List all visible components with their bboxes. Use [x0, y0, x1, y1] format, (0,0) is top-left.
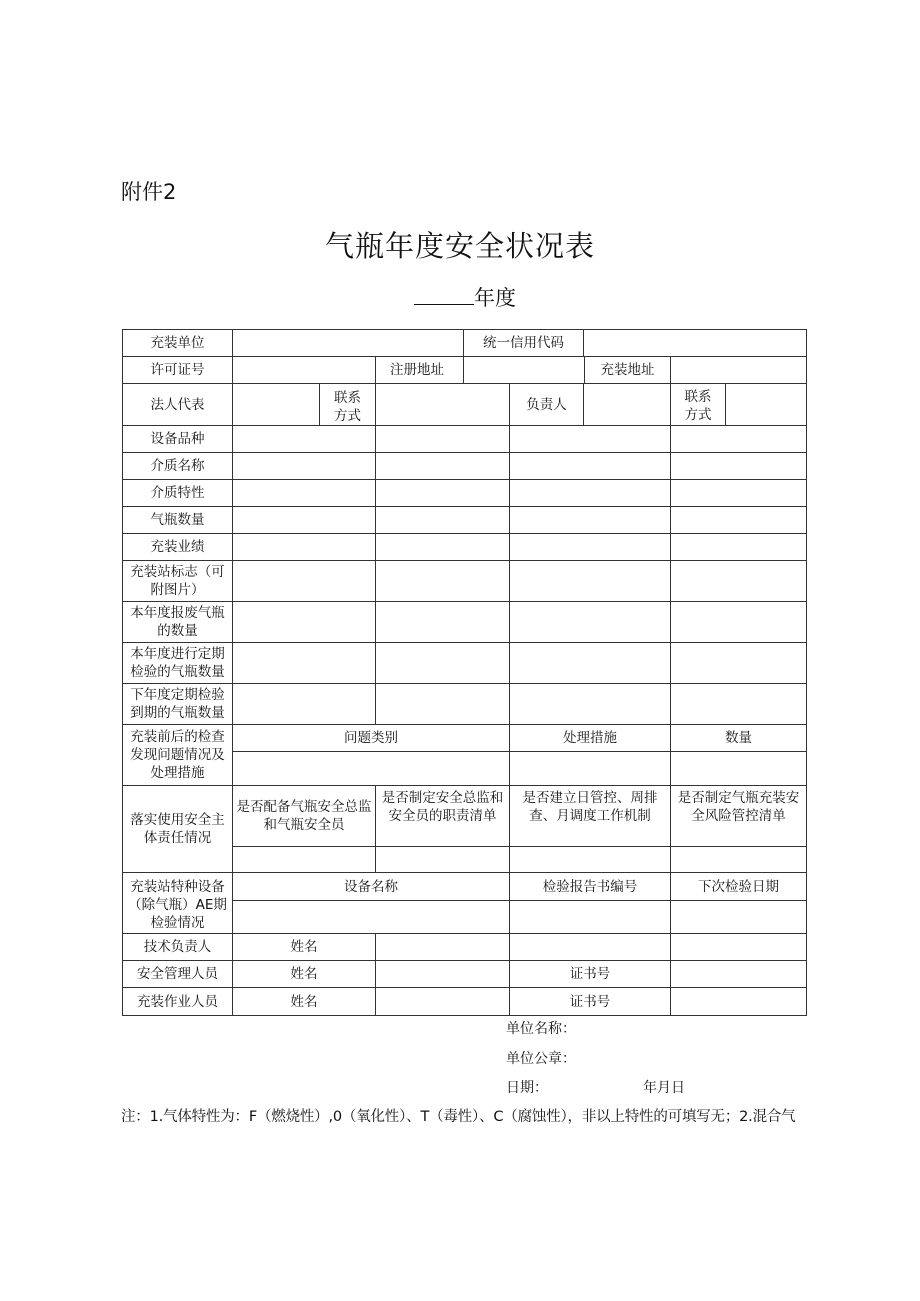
resp-q4: 是否制定气瓶充装安全风险管控清单: [670, 785, 807, 847]
station-mark-c4[interactable]: [670, 560, 807, 602]
page-title: 气瓶年度安全状况表: [324, 229, 595, 263]
cylinder-count-c1[interactable]: [232, 506, 376, 534]
label-medium-prop: 介质特性: [122, 479, 233, 507]
scrap-count-c3[interactable]: [509, 601, 671, 643]
tech-lead-c3[interactable]: [509, 933, 671, 961]
legal-rep-field[interactable]: [232, 383, 320, 426]
header-measures: 处理措施: [509, 724, 671, 752]
label-responsibility: 落实使用安全主体责任情况: [122, 785, 233, 873]
equip-type-c2[interactable]: [375, 425, 510, 453]
resp-q3: 是否建立日管控、周排查、月调度工作机制: [509, 785, 671, 847]
inspected-count-c3[interactable]: [509, 642, 671, 684]
label-medium-name: 介质名称: [122, 452, 233, 480]
equip-type-c4[interactable]: [670, 425, 807, 453]
fill-perf-c3[interactable]: [509, 533, 671, 561]
fill-perf-c1[interactable]: [232, 533, 376, 561]
person-in-charge-field[interactable]: [583, 383, 671, 426]
tech-lead-name-label: 姓名: [232, 933, 376, 961]
resp-a3[interactable]: [509, 846, 671, 873]
medium-name-c2[interactable]: [375, 452, 510, 480]
safety-mgr-cert-label: 证书号: [509, 960, 671, 988]
tech-lead-name-field[interactable]: [375, 933, 510, 961]
label-scrap-count: 本年度报废气瓶的数量: [122, 601, 233, 643]
label-pre-fill-check: 充装前后的检查发现问题情况及处理措施: [122, 724, 233, 786]
header-equip-name: 设备名称: [232, 872, 510, 901]
label-unit: 充装单位: [122, 329, 233, 357]
fill-perf-c2[interactable]: [375, 533, 510, 561]
medium-name-c3[interactable]: [509, 452, 671, 480]
label-legal-rep: 法人代表: [122, 383, 233, 426]
operator-name-label: 姓名: [232, 987, 376, 1016]
cylinder-count-c4[interactable]: [670, 506, 807, 534]
date-value: 年月日: [643, 1080, 685, 1096]
label-reg-address: 注册地址: [375, 356, 464, 384]
medium-prop-c3[interactable]: [509, 479, 671, 507]
station-mark-c2[interactable]: [375, 560, 510, 602]
header-next-date: 下次检验日期: [670, 872, 807, 901]
medium-prop-c2[interactable]: [375, 479, 510, 507]
label-fill-perf: 充装业绩: [122, 533, 233, 561]
equip-name-field[interactable]: [232, 900, 510, 934]
measures-field[interactable]: [509, 751, 671, 786]
contact-1-field[interactable]: [375, 383, 510, 426]
year-suffix: 年度: [474, 286, 516, 310]
year-line: [414, 282, 516, 312]
fill-perf-c4[interactable]: [670, 533, 807, 561]
safety-mgr-name-field[interactable]: [375, 960, 510, 988]
station-mark-c1[interactable]: [232, 560, 376, 602]
resp-a4[interactable]: [670, 846, 807, 873]
header-report-no: 检验报告书编号: [509, 872, 671, 901]
tech-lead-c4[interactable]: [670, 933, 807, 961]
unit-field[interactable]: [232, 329, 464, 357]
label-safety-mgr: 安全管理人员: [122, 960, 233, 988]
label-fill-address: 充装地址: [584, 356, 671, 384]
cylinder-count-c2[interactable]: [375, 506, 510, 534]
credit-code-field[interactable]: [583, 329, 807, 357]
label-inspected-count: 本年度进行定期检验的气瓶数量: [122, 642, 233, 684]
year-blank: [414, 286, 474, 305]
medium-prop-c4[interactable]: [670, 479, 807, 507]
label-due-count: 下年度定期检验到期的气瓶数量: [122, 683, 233, 725]
header-quantity: 数量: [670, 724, 807, 752]
label-operator: 充装作业人员: [122, 987, 233, 1016]
label-station-mark: 充装站标志（可附图片）: [122, 560, 233, 602]
cylinder-count-c3[interactable]: [509, 506, 671, 534]
label-tech-lead: 技术负责人: [122, 933, 233, 961]
contact-2-field[interactable]: [725, 383, 807, 426]
quantity-field[interactable]: [670, 751, 807, 786]
attachment-label: 附件2: [121, 180, 177, 204]
header-problem-type: 问题类别: [232, 724, 510, 752]
resp-a1[interactable]: [232, 846, 376, 873]
station-mark-c3[interactable]: [509, 560, 671, 602]
unit-seal-label: 单位公章：: [506, 1051, 576, 1067]
label-equip-type: 设备品种: [122, 425, 233, 453]
safety-mgr-name-label: 姓名: [232, 960, 376, 988]
fill-address-field[interactable]: [670, 356, 807, 384]
scrap-count-c2[interactable]: [375, 601, 510, 643]
due-count-c3[interactable]: [509, 683, 671, 725]
scrap-count-c4[interactable]: [670, 601, 807, 643]
label-contact-1: 联系方式: [319, 383, 376, 426]
label-special-equip: 充装站特种设备（除气瓶）AE期检验情况: [122, 872, 233, 934]
medium-name-c1[interactable]: [232, 452, 376, 480]
label-credit-code: 统一信用代码: [463, 329, 584, 357]
unit-name-label: 单位名称：: [506, 1021, 576, 1037]
inspected-count-c4[interactable]: [670, 642, 807, 684]
operator-name-field[interactable]: [375, 987, 510, 1016]
label-person-in-charge: 负责人: [509, 383, 584, 426]
inspected-count-c2[interactable]: [375, 642, 510, 684]
label-license-no: 许可证号: [122, 356, 233, 384]
equip-type-c3[interactable]: [509, 425, 671, 453]
footnote: 注：1.气体特性为：F（燃烧性）,0（氧化性）、T（毒性）、C（腐蚀性），非以上特性的可填写无；2.混合气: [121, 1109, 796, 1125]
due-count-c1[interactable]: [232, 683, 376, 725]
date-label: 日期：: [506, 1080, 548, 1096]
resp-q2: 是否制定安全总监和安全员的职责清单: [375, 785, 510, 847]
label-contact-2: 联系方式: [670, 383, 726, 426]
medium-name-c4[interactable]: [670, 452, 807, 480]
operator-cert-field[interactable]: [670, 987, 807, 1016]
operator-cert-label: 证书号: [509, 987, 671, 1016]
scrap-count-c1[interactable]: [232, 601, 376, 643]
resp-a2[interactable]: [375, 846, 510, 873]
due-count-c4[interactable]: [670, 683, 807, 725]
due-count-c2[interactable]: [375, 683, 510, 725]
resp-q1: 是否配备气瓶安全总监和气瓶安全员: [232, 785, 376, 847]
report-no-field[interactable]: [509, 900, 671, 934]
next-date-field[interactable]: [670, 900, 807, 934]
medium-prop-c1[interactable]: [232, 479, 376, 507]
license-no-field[interactable]: [232, 356, 376, 384]
inspected-count-c1[interactable]: [232, 642, 376, 684]
problem-type-field[interactable]: [232, 751, 510, 786]
safety-mgr-cert-field[interactable]: [670, 960, 807, 988]
equip-type-c1[interactable]: [232, 425, 376, 453]
reg-address-field[interactable]: [463, 356, 585, 384]
label-cylinder-count: 气瓶数量: [122, 506, 233, 534]
